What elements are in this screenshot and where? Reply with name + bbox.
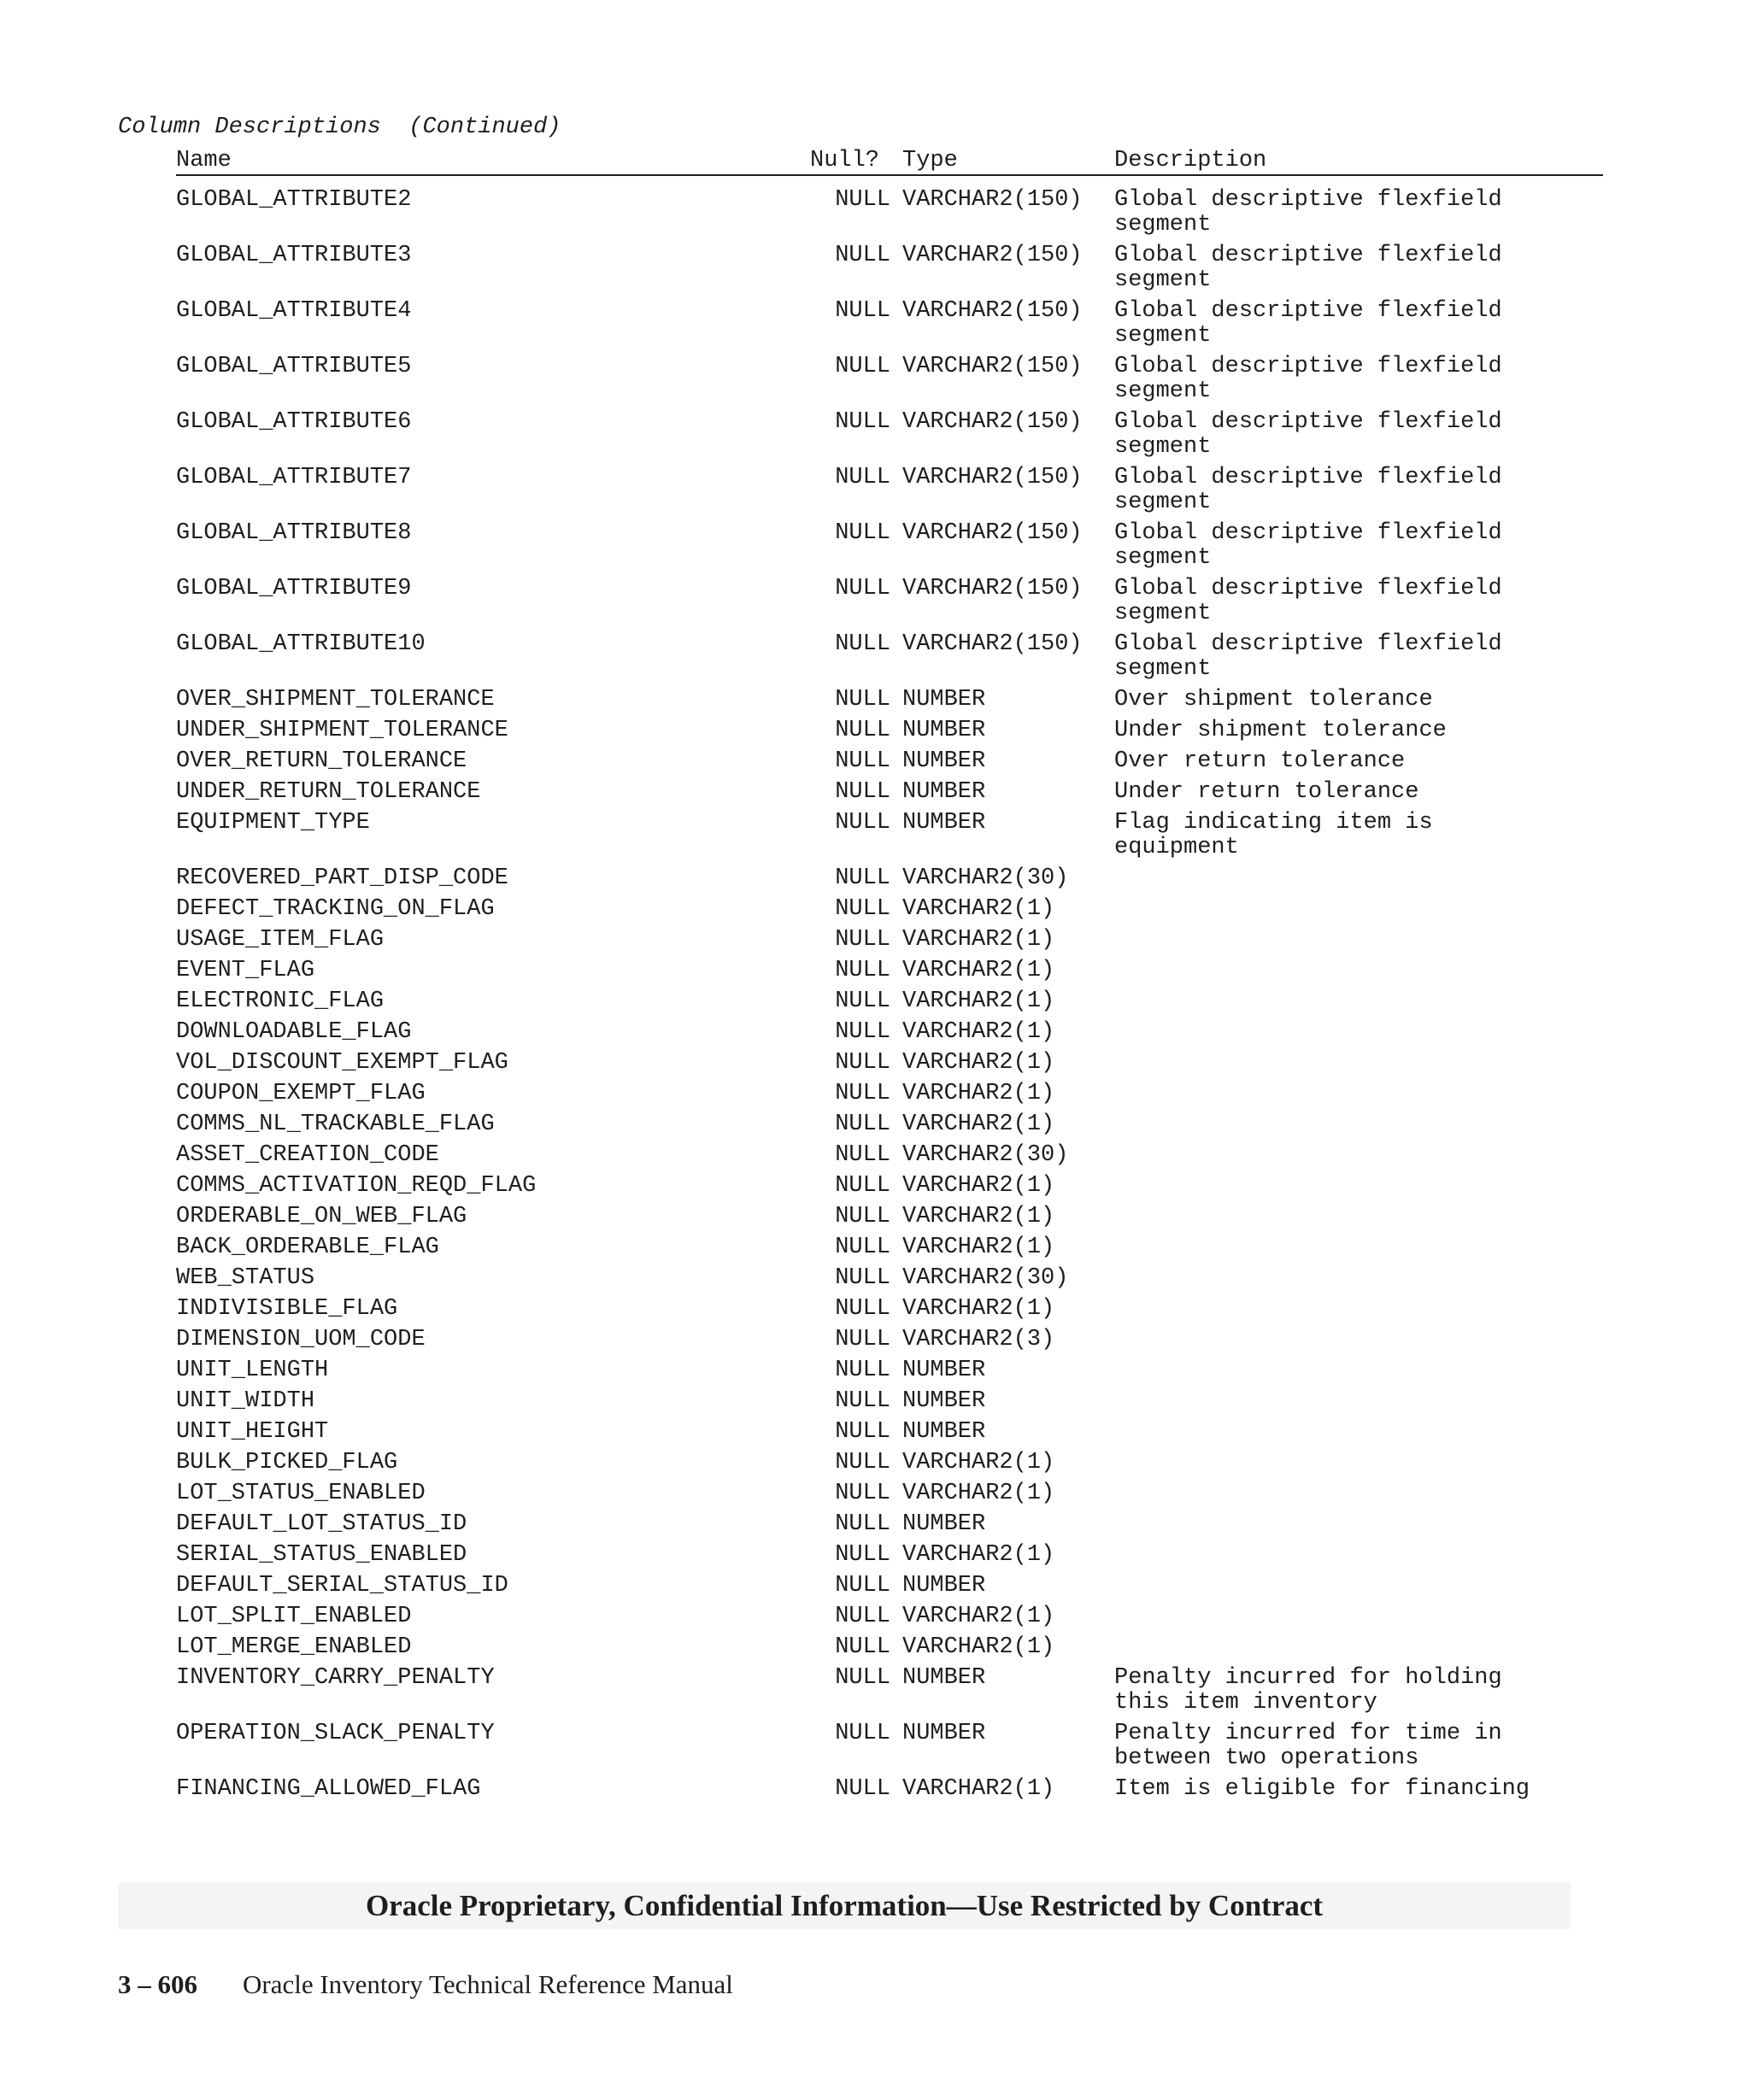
section-caption: Column Descriptions (Continued) <box>118 114 561 140</box>
table-row <box>176 299 1603 355</box>
column-null: NULL <box>835 243 890 268</box>
column-type: VARCHAR2(30) <box>902 865 1069 891</box>
column-null: NULL <box>835 187 890 213</box>
column-null: NULL <box>835 1327 890 1352</box>
table-row <box>176 1512 1603 1543</box>
column-name: UNDER_SHIPMENT_TOLERANCE <box>176 718 508 743</box>
table-row <box>176 1143 1603 1174</box>
column-type: VARCHAR2(1) <box>902 1776 1055 1802</box>
header-null: Null? <box>810 148 880 173</box>
column-null: NULL <box>835 1296 890 1322</box>
table-row <box>176 1574 1603 1604</box>
table-row <box>176 1235 1603 1266</box>
column-name: FINANCING_ALLOWED_FLAG <box>176 1776 481 1802</box>
column-name: LOT_STATUS_ENABLED <box>176 1481 426 1506</box>
table-row <box>176 780 1603 811</box>
table-row <box>176 1635 1603 1666</box>
table-row <box>176 632 1603 688</box>
column-null: NULL <box>835 810 890 836</box>
column-name: COMMS_NL_TRACKABLE_FLAG <box>176 1112 495 1137</box>
column-null: NULL <box>835 1265 890 1291</box>
column-description: Penalty incurred for holding this item inventory <box>1114 1665 1502 1716</box>
table-row <box>176 928 1603 959</box>
column-null: NULL <box>835 1388 890 1414</box>
table-row <box>176 521 1603 577</box>
column-type: VARCHAR2(150) <box>902 354 1083 379</box>
column-null: NULL <box>835 865 890 891</box>
column-type: VARCHAR2(1) <box>902 1634 1055 1660</box>
table-row <box>176 811 1603 866</box>
table-row <box>176 1604 1603 1635</box>
column-description: Global descriptive flexfield segment <box>1114 631 1502 682</box>
column-null: NULL <box>835 1142 890 1168</box>
header-name: Name <box>176 148 232 173</box>
column-null: NULL <box>835 1481 890 1506</box>
column-type: VARCHAR2(150) <box>902 298 1083 324</box>
table-row <box>176 355 1603 410</box>
column-null: NULL <box>835 1173 890 1199</box>
table-row <box>176 1722 1603 1777</box>
column-type: VARCHAR2(1) <box>902 1235 1055 1260</box>
column-description: Global descriptive flexfield segment <box>1114 243 1502 293</box>
column-null: NULL <box>835 988 890 1014</box>
table-row <box>176 719 1603 749</box>
column-type: NUMBER <box>902 687 986 713</box>
table-row <box>176 1205 1603 1235</box>
column-description: Global descriptive flexfield segment <box>1114 187 1502 238</box>
column-null: NULL <box>835 687 890 713</box>
column-type: NUMBER <box>902 718 986 743</box>
column-null: NULL <box>835 1634 890 1660</box>
column-type: VARCHAR2(1) <box>902 1296 1055 1322</box>
column-type: NUMBER <box>902 779 986 805</box>
column-type: NUMBER <box>902 1573 986 1598</box>
column-null: NULL <box>835 1721 890 1746</box>
column-name: EQUIPMENT_TYPE <box>176 810 370 836</box>
table-row <box>176 1358 1603 1389</box>
table-row <box>176 959 1603 989</box>
column-description: Flag indicating item is equipment <box>1114 810 1433 860</box>
table-row <box>176 243 1603 299</box>
column-name: COUPON_EXEMPT_FLAG <box>176 1081 426 1106</box>
column-description: Penalty incurred for time in between two operations <box>1114 1721 1502 1771</box>
column-name: SERIAL_STATUS_ENABLED <box>176 1542 467 1568</box>
column-type: NUMBER <box>902 1419 986 1445</box>
table-row <box>176 577 1603 632</box>
table-row <box>176 1112 1603 1143</box>
column-null: NULL <box>835 1050 890 1076</box>
column-description: Global descriptive flexfield segment <box>1114 298 1502 349</box>
table-row <box>176 1451 1603 1481</box>
column-type: VARCHAR2(1) <box>902 1604 1055 1629</box>
column-null: NULL <box>835 1776 890 1802</box>
column-type: VARCHAR2(30) <box>902 1142 1069 1168</box>
table-row <box>176 1481 1603 1512</box>
column-null: NULL <box>835 1511 890 1537</box>
column-null: NULL <box>835 1450 890 1475</box>
column-type: VARCHAR2(1) <box>902 958 1055 983</box>
column-null: NULL <box>835 1112 890 1137</box>
column-name: OVER_SHIPMENT_TOLERANCE <box>176 687 495 713</box>
column-name: OPERATION_SLACK_PENALTY <box>176 1721 495 1746</box>
column-type: VARCHAR2(150) <box>902 409 1083 435</box>
column-type: VARCHAR2(1) <box>902 1204 1055 1229</box>
table-row <box>176 466 1603 521</box>
column-name: GLOBAL_ATTRIBUTE5 <box>176 354 412 379</box>
manual-title: Oracle Inventory Technical Reference Manual <box>243 1969 733 1999</box>
column-descriptions-table <box>176 144 1603 1808</box>
table-row <box>176 989 1603 1020</box>
column-type: VARCHAR2(150) <box>902 243 1083 268</box>
column-null: NULL <box>835 1235 890 1260</box>
column-description: Global descriptive flexfield segment <box>1114 465 1502 515</box>
table-row <box>176 1389 1603 1420</box>
column-description: Global descriptive flexfield segment <box>1114 354 1502 404</box>
table-row <box>176 866 1603 897</box>
column-type: VARCHAR2(1) <box>902 927 1055 953</box>
column-name: GLOBAL_ATTRIBUTE10 <box>176 631 426 657</box>
column-name: ASSET_CREATION_CODE <box>176 1142 439 1168</box>
column-type: NUMBER <box>902 1358 986 1383</box>
column-null: NULL <box>835 576 890 601</box>
column-name: UNDER_RETURN_TOLERANCE <box>176 779 481 805</box>
column-name: DEFAULT_SERIAL_STATUS_ID <box>176 1573 508 1598</box>
column-description: Item is eligible for financing <box>1114 1776 1530 1802</box>
table-row <box>176 410 1603 466</box>
column-name: UNIT_LENGTH <box>176 1358 329 1383</box>
column-name: DEFAULT_LOT_STATUS_ID <box>176 1511 467 1537</box>
column-name: INVENTORY_CARRY_PENALTY <box>176 1665 495 1691</box>
column-null: NULL <box>835 896 890 922</box>
column-description: Global descriptive flexfield segment <box>1114 576 1502 626</box>
table-row <box>176 1777 1603 1808</box>
column-description: Global descriptive flexfield segment <box>1114 409 1502 460</box>
column-null: NULL <box>835 1081 890 1106</box>
table-row <box>176 1328 1603 1358</box>
column-description: Over return tolerance <box>1114 748 1406 774</box>
header-description: Description <box>1114 148 1267 173</box>
column-description: Over shipment tolerance <box>1114 687 1433 713</box>
column-name: VOL_DISCOUNT_EXEMPT_FLAG <box>176 1050 508 1076</box>
column-name: UNIT_HEIGHT <box>176 1419 329 1445</box>
table-row <box>176 1174 1603 1205</box>
column-name: RECOVERED_PART_DISP_CODE <box>176 865 508 891</box>
column-type: VARCHAR2(150) <box>902 520 1083 546</box>
column-null: NULL <box>835 465 890 490</box>
column-null: NULL <box>835 298 890 324</box>
page-number: 3 – 606 <box>118 1969 197 1999</box>
table-row <box>176 749 1603 780</box>
column-name: OVER_RETURN_TOLERANCE <box>176 748 467 774</box>
table-row <box>176 1666 1603 1722</box>
column-type: NUMBER <box>902 1665 986 1691</box>
column-name: ELECTRONIC_FLAG <box>176 988 385 1014</box>
banner-text: Oracle Proprietary, Confidential Information––Use Restricted by Contract <box>365 1889 1324 1922</box>
column-null: NULL <box>835 1019 890 1045</box>
column-null: NULL <box>835 409 890 435</box>
column-name: DOWNLOADABLE_FLAG <box>176 1019 412 1045</box>
column-type: VARCHAR2(1) <box>902 896 1055 922</box>
column-null: NULL <box>835 631 890 657</box>
table-row <box>176 1020 1603 1051</box>
column-name: GLOBAL_ATTRIBUTE7 <box>176 465 412 490</box>
column-type: VARCHAR2(150) <box>902 465 1083 490</box>
column-type: VARCHAR2(1) <box>902 988 1055 1014</box>
column-null: NULL <box>835 520 890 546</box>
table-row <box>176 1420 1603 1451</box>
column-type: VARCHAR2(1) <box>902 1050 1055 1076</box>
page-footer <box>118 1969 733 2000</box>
column-null: NULL <box>835 1604 890 1629</box>
column-description: Under return tolerance <box>1114 779 1419 805</box>
column-name: GLOBAL_ATTRIBUTE4 <box>176 298 412 324</box>
table-row <box>176 1297 1603 1328</box>
column-null: NULL <box>835 1573 890 1598</box>
column-type: VARCHAR2(1) <box>902 1081 1055 1106</box>
column-description: Global descriptive flexfield segment <box>1114 520 1502 571</box>
table-row <box>176 897 1603 928</box>
column-type: VARCHAR2(1) <box>902 1481 1055 1506</box>
column-name: EVENT_FLAG <box>176 958 315 983</box>
column-name: COMMS_ACTIVATION_REQD_FLAG <box>176 1173 537 1199</box>
column-name: LOT_MERGE_ENABLED <box>176 1634 412 1660</box>
column-name: DIMENSION_UOM_CODE <box>176 1327 426 1352</box>
table-body <box>176 188 1603 1808</box>
table-row <box>176 688 1603 719</box>
column-type: NUMBER <box>902 1721 986 1746</box>
column-null: NULL <box>835 1419 890 1445</box>
table-row <box>176 1082 1603 1112</box>
column-type: NUMBER <box>902 810 986 836</box>
column-null: NULL <box>835 958 890 983</box>
column-type: VARCHAR2(150) <box>902 576 1083 601</box>
column-type: NUMBER <box>902 1388 986 1414</box>
table-row <box>176 1543 1603 1574</box>
column-type: NUMBER <box>902 1511 986 1537</box>
column-name: DEFECT_TRACKING_ON_FLAG <box>176 896 495 922</box>
column-type: VARCHAR2(3) <box>902 1327 1055 1352</box>
column-type: VARCHAR2(150) <box>902 631 1083 657</box>
table-row <box>176 1051 1603 1082</box>
column-type: VARCHAR2(1) <box>902 1450 1055 1475</box>
column-name: INDIVISIBLE_FLAG <box>176 1296 398 1322</box>
column-name: GLOBAL_ATTRIBUTE9 <box>176 576 412 601</box>
column-name: UNIT_WIDTH <box>176 1388 315 1414</box>
column-name: ORDERABLE_ON_WEB_FLAG <box>176 1204 467 1229</box>
column-name: WEB_STATUS <box>176 1265 315 1291</box>
column-null: NULL <box>835 927 890 953</box>
header-type: Type <box>902 148 958 173</box>
column-null: NULL <box>835 748 890 774</box>
column-null: NULL <box>835 779 890 805</box>
column-type: VARCHAR2(30) <box>902 1265 1069 1291</box>
column-name: BULK_PICKED_FLAG <box>176 1450 398 1475</box>
column-name: BACK_ORDERABLE_FLAG <box>176 1235 439 1260</box>
column-type: VARCHAR2(1) <box>902 1173 1055 1199</box>
column-type: VARCHAR2(1) <box>902 1019 1055 1045</box>
column-name: GLOBAL_ATTRIBUTE6 <box>176 409 412 435</box>
column-null: NULL <box>835 354 890 379</box>
column-type: NUMBER <box>902 748 986 774</box>
column-null: NULL <box>835 1358 890 1383</box>
table-row <box>176 188 1603 243</box>
column-null: NULL <box>835 1542 890 1568</box>
column-null: NULL <box>835 1204 890 1229</box>
column-name: GLOBAL_ATTRIBUTE2 <box>176 187 412 213</box>
confidentiality-banner <box>118 1883 1571 1929</box>
column-null: NULL <box>835 1665 890 1691</box>
column-name: USAGE_ITEM_FLAG <box>176 927 385 953</box>
column-name: LOT_SPLIT_ENABLED <box>176 1604 412 1629</box>
column-name: GLOBAL_ATTRIBUTE8 <box>176 520 412 546</box>
table-row <box>176 1266 1603 1297</box>
column-null: NULL <box>835 718 890 743</box>
column-type: VARCHAR2(150) <box>902 187 1083 213</box>
column-name: GLOBAL_ATTRIBUTE3 <box>176 243 412 268</box>
table-header <box>176 144 1603 176</box>
column-type: VARCHAR2(1) <box>902 1112 1055 1137</box>
column-type: VARCHAR2(1) <box>902 1542 1055 1568</box>
column-description: Under shipment tolerance <box>1114 718 1447 743</box>
